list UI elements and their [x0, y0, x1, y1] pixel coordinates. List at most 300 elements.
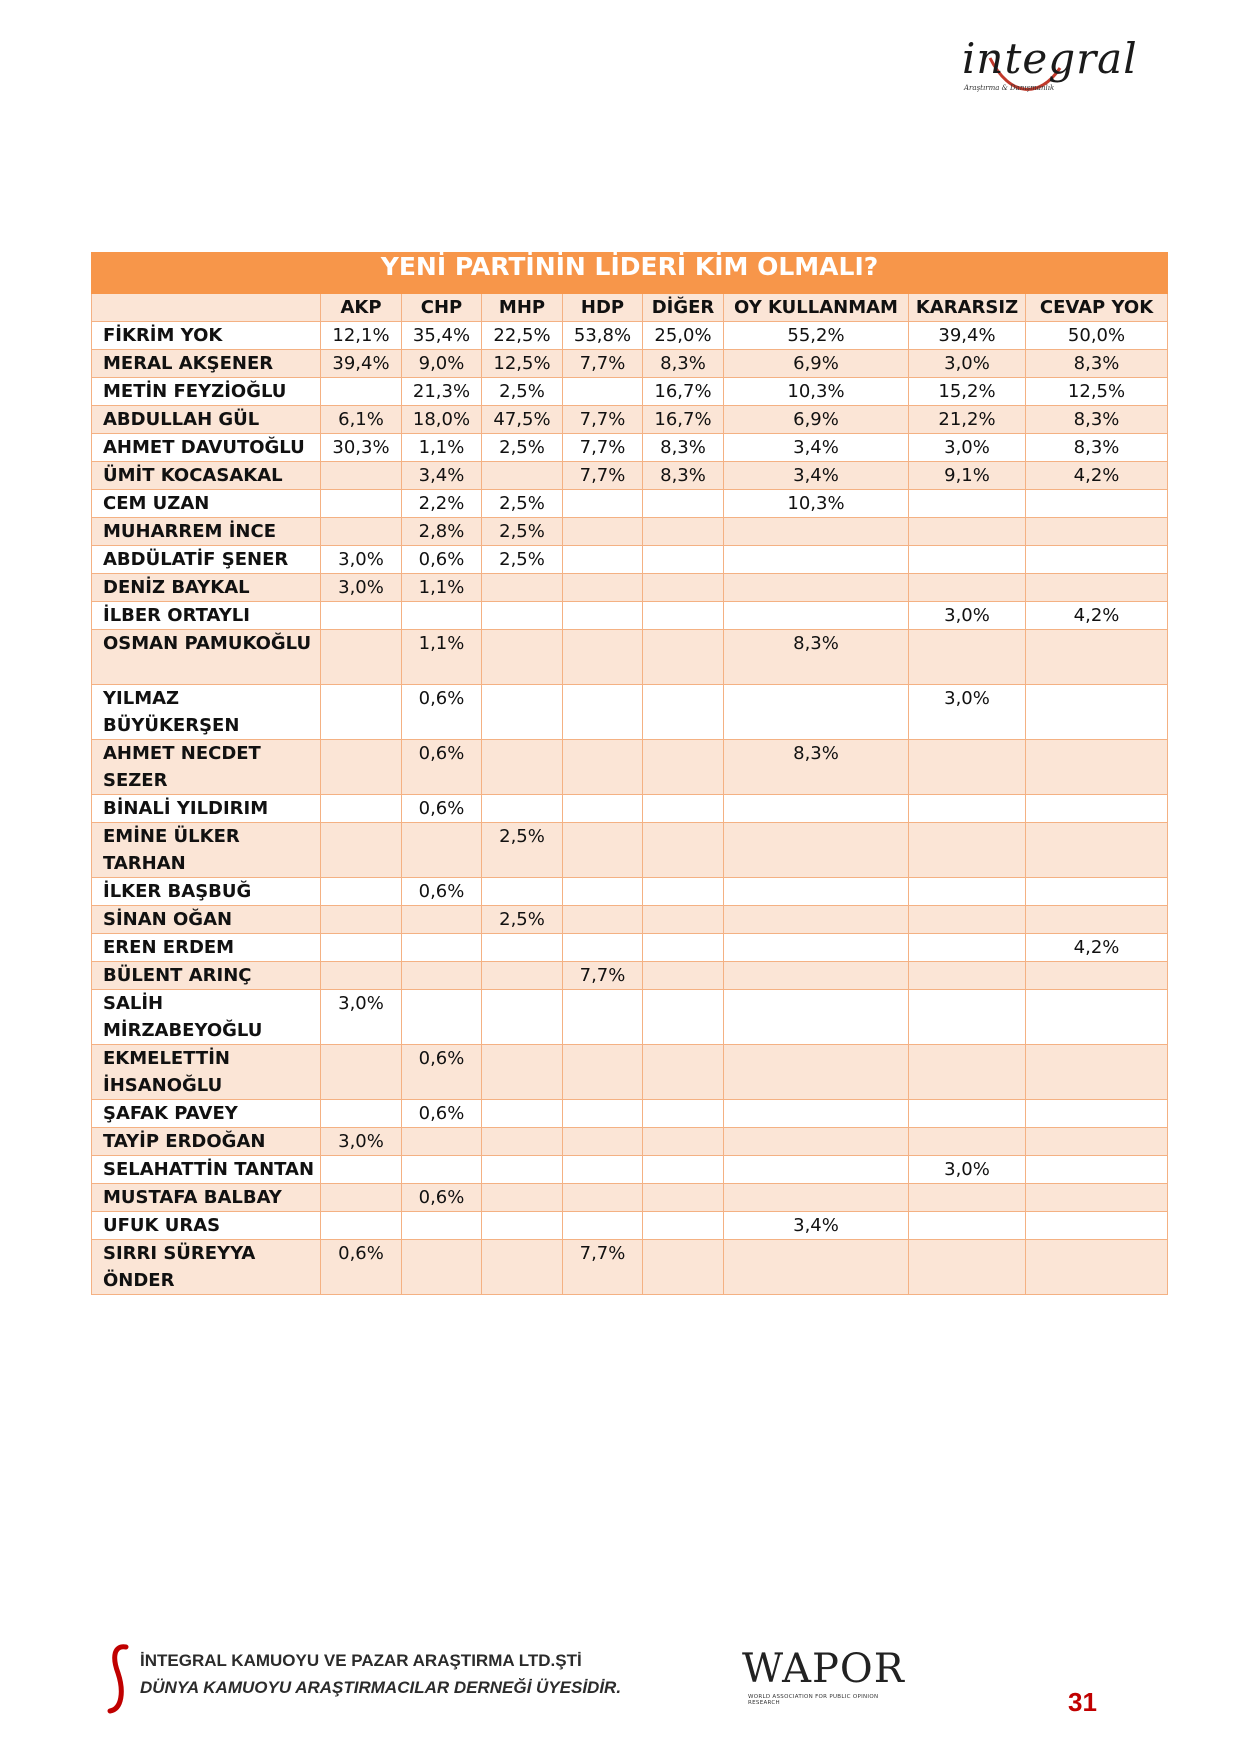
wapor-subtitle: WORLD ASSOCIATION FOR PUBLIC OPINION RESEARCH	[748, 1694, 879, 1706]
row-label: UFUK URAS	[92, 1212, 321, 1240]
table-cell	[321, 906, 402, 934]
table-cell	[643, 934, 724, 962]
table-cell: 12,5%	[1026, 378, 1168, 406]
table-row	[92, 1212, 1168, 1240]
table-cell	[909, 740, 1026, 795]
table-title-row	[92, 253, 1168, 294]
table-cell	[563, 1184, 643, 1212]
table-cell	[482, 685, 563, 740]
table-cell: 3,0%	[909, 1156, 1026, 1184]
table-cell: 4,2%	[1026, 602, 1168, 630]
row-label: MUSTAFA BALBAY	[92, 1184, 321, 1212]
table-cell	[321, 1100, 402, 1128]
table-cell: 25,0%	[643, 322, 724, 350]
table-cell	[1026, 685, 1168, 740]
table-cell	[724, 1128, 909, 1156]
table-cell	[321, 740, 402, 795]
table-cell: 55,2%	[724, 322, 909, 350]
table-row	[92, 350, 1168, 378]
table-cell: 50,0%	[1026, 322, 1168, 350]
row-label: ŞAFAK PAVEY	[92, 1100, 321, 1128]
table-cell	[321, 962, 402, 990]
row-label: BÜLENT ARINÇ	[92, 962, 321, 990]
column-header: CHP	[402, 294, 482, 322]
table-cell	[724, 795, 909, 823]
row-label: İLBER ORTAYLI	[92, 602, 321, 630]
table-cell	[643, 1100, 724, 1128]
table-cell: 1,1%	[402, 574, 482, 602]
table-row	[92, 1156, 1168, 1184]
table-cell	[909, 1045, 1026, 1100]
row-label: SIRRI SÜREYYA ÖNDER	[92, 1240, 321, 1295]
table-cell: 3,0%	[321, 546, 402, 574]
table-cell	[482, 990, 563, 1045]
table-cell	[321, 1212, 402, 1240]
table-cell	[321, 685, 402, 740]
table-cell	[909, 878, 1026, 906]
table-cell	[909, 490, 1026, 518]
table-cell	[724, 602, 909, 630]
wapor-wordmark: WAPOR	[742, 1646, 905, 1692]
table-cell	[482, 1100, 563, 1128]
table-cell	[724, 1184, 909, 1212]
table-cell	[909, 962, 1026, 990]
table-cell	[724, 934, 909, 962]
table-cell: 0,6%	[402, 546, 482, 574]
table-cell	[643, 1128, 724, 1156]
table-cell: 3,0%	[321, 574, 402, 602]
table-row	[92, 378, 1168, 406]
table-cell	[1026, 823, 1168, 878]
table-cell	[643, 990, 724, 1045]
table-row	[92, 434, 1168, 462]
table-cell	[321, 878, 402, 906]
table-cell: 8,3%	[643, 434, 724, 462]
footer-membership: DÜNYA KAMUOYU ARAŞTIRMACILAR DERNEĞİ ÜYESİDİR.	[140, 1678, 622, 1697]
table-cell	[482, 934, 563, 962]
table-cell	[909, 574, 1026, 602]
table-cell	[482, 795, 563, 823]
page-number: 31	[1068, 1687, 1097, 1717]
table-cell: 3,0%	[909, 602, 1026, 630]
row-label: SİNAN OĞAN	[92, 906, 321, 934]
table-cell	[909, 1100, 1026, 1128]
row-label: İLKER BAŞBUĞ	[92, 878, 321, 906]
table-cell: 6,1%	[321, 406, 402, 434]
table-cell	[482, 602, 563, 630]
table-cell	[321, 462, 402, 490]
table-cell	[909, 1128, 1026, 1156]
table-cell	[643, 1240, 724, 1295]
table-cell: 39,4%	[909, 322, 1026, 350]
table-cell	[643, 630, 724, 685]
column-header: OY KULLANMAM	[724, 294, 909, 322]
table-cell	[321, 795, 402, 823]
table-row	[92, 934, 1168, 962]
table-cell	[402, 1156, 482, 1184]
table-cell	[909, 1184, 1026, 1212]
table-cell: 4,2%	[1026, 462, 1168, 490]
row-label: METİN FEYZİOĞLU	[92, 378, 321, 406]
column-header: HDP	[563, 294, 643, 322]
table-cell: 2,5%	[482, 490, 563, 518]
table-row	[92, 906, 1168, 934]
table-cell: 30,3%	[321, 434, 402, 462]
column-header: MHP	[482, 294, 563, 322]
table-cell: 2,5%	[482, 434, 563, 462]
table-cell: 8,3%	[1026, 350, 1168, 378]
table-cell	[563, 546, 643, 574]
table-cell: 12,5%	[482, 350, 563, 378]
column-header: KARARSIZ	[909, 294, 1026, 322]
table-cell	[909, 1240, 1026, 1295]
table-cell	[643, 906, 724, 934]
table-cell	[563, 1128, 643, 1156]
table-cell: 47,5%	[482, 406, 563, 434]
table-cell: 8,3%	[643, 462, 724, 490]
table-cell	[643, 518, 724, 546]
table-cell	[643, 878, 724, 906]
table-cell	[909, 934, 1026, 962]
row-label: AHMET DAVUTOĞLU	[92, 434, 321, 462]
table-cell	[563, 574, 643, 602]
table-cell	[643, 490, 724, 518]
table-row	[92, 574, 1168, 602]
table-cell: 3,4%	[724, 434, 909, 462]
table-cell: 3,4%	[724, 462, 909, 490]
table-cell	[1026, 740, 1168, 795]
table-cell	[1026, 878, 1168, 906]
table-cell: 8,3%	[724, 740, 909, 795]
row-label: MUHARREM İNCE	[92, 518, 321, 546]
table-cell	[643, 1156, 724, 1184]
table-cell: 6,9%	[724, 406, 909, 434]
table-body	[92, 253, 1168, 1295]
table-cell: 53,8%	[563, 322, 643, 350]
table-cell: 3,0%	[909, 434, 1026, 462]
table-cell	[1026, 962, 1168, 990]
table-cell: 7,7%	[563, 350, 643, 378]
table-cell: 0,6%	[402, 1045, 482, 1100]
column-header: DİĞER	[643, 294, 724, 322]
table-cell	[563, 602, 643, 630]
table-cell	[563, 518, 643, 546]
table-cell	[724, 1100, 909, 1128]
table-cell: 2,5%	[482, 906, 563, 934]
table-cell: 7,7%	[563, 434, 643, 462]
table-cell	[724, 1045, 909, 1100]
table-cell: 0,6%	[321, 1240, 402, 1295]
table-cell	[563, 823, 643, 878]
results-table-wrapper	[91, 252, 1167, 1295]
table-cell	[909, 1212, 1026, 1240]
row-label: FİKRİM YOK	[92, 322, 321, 350]
table-cell	[909, 546, 1026, 574]
table-cell	[321, 1156, 402, 1184]
table-cell	[1026, 990, 1168, 1045]
row-label: OSMAN PAMUKOĞLU	[92, 630, 321, 685]
table-cell	[643, 1212, 724, 1240]
table-cell	[482, 1156, 563, 1184]
table-cell: 9,1%	[909, 462, 1026, 490]
table-cell	[321, 490, 402, 518]
row-label: TAYİP ERDOĞAN	[92, 1128, 321, 1156]
table-row	[92, 878, 1168, 906]
table-cell	[402, 906, 482, 934]
table-row	[92, 740, 1168, 795]
table-cell	[482, 630, 563, 685]
row-label: ABDULLAH GÜL	[92, 406, 321, 434]
table-cell: 8,3%	[643, 350, 724, 378]
table-cell	[321, 378, 402, 406]
column-header-row	[92, 294, 1168, 322]
table-cell	[1026, 906, 1168, 934]
table-cell	[402, 1212, 482, 1240]
table-cell	[724, 962, 909, 990]
table-cell	[724, 878, 909, 906]
table-row	[92, 602, 1168, 630]
table-cell	[402, 823, 482, 878]
table-cell	[321, 934, 402, 962]
table-row	[92, 1240, 1168, 1295]
table-cell	[1026, 795, 1168, 823]
table-cell	[563, 795, 643, 823]
table-cell	[563, 1045, 643, 1100]
column-header	[92, 294, 321, 322]
table-cell: 0,6%	[402, 795, 482, 823]
table-cell	[909, 990, 1026, 1045]
table-row	[92, 518, 1168, 546]
table-cell: 7,7%	[563, 406, 643, 434]
table-cell: 10,3%	[724, 490, 909, 518]
table-cell	[643, 602, 724, 630]
table-cell: 21,2%	[909, 406, 1026, 434]
row-label: CEM UZAN	[92, 490, 321, 518]
table-row	[92, 1100, 1168, 1128]
table-cell	[402, 990, 482, 1045]
table-cell	[563, 1156, 643, 1184]
table-cell: 15,2%	[909, 378, 1026, 406]
row-label: SALİH MİRZABEYOĞLU	[92, 990, 321, 1045]
table-cell	[321, 630, 402, 685]
table-cell	[563, 990, 643, 1045]
table-cell	[724, 906, 909, 934]
table-cell: 8,3%	[1026, 434, 1168, 462]
table-cell: 0,6%	[402, 740, 482, 795]
table-cell	[482, 740, 563, 795]
table-cell: 35,4%	[402, 322, 482, 350]
table-cell: 1,1%	[402, 630, 482, 685]
table-cell	[321, 518, 402, 546]
table-row	[92, 685, 1168, 740]
table-cell	[909, 630, 1026, 685]
table-cell	[724, 1240, 909, 1295]
table-cell	[643, 795, 724, 823]
table-cell: 2,5%	[482, 823, 563, 878]
results-table	[91, 252, 1168, 1295]
row-label: ABDÜLATİF ŞENER	[92, 546, 321, 574]
table-cell	[402, 934, 482, 962]
row-label: SELAHATTİN TANTAN	[92, 1156, 321, 1184]
table-cell: 12,1%	[321, 322, 402, 350]
table-row	[92, 1045, 1168, 1100]
table-cell: 7,7%	[563, 462, 643, 490]
table-cell	[402, 1240, 482, 1295]
table-row	[92, 406, 1168, 434]
logo-word: integral	[962, 34, 1138, 83]
table-cell: 21,3%	[402, 378, 482, 406]
table-cell	[321, 1045, 402, 1100]
table-cell	[563, 490, 643, 518]
table-cell	[1026, 1156, 1168, 1184]
table-cell	[563, 906, 643, 934]
table-cell: 3,0%	[909, 685, 1026, 740]
table-cell: 2,2%	[402, 490, 482, 518]
table-cell: 9,0%	[402, 350, 482, 378]
table-cell: 1,1%	[402, 434, 482, 462]
integral-s-icon	[106, 1643, 132, 1715]
table-cell	[1026, 1045, 1168, 1100]
table-cell	[724, 518, 909, 546]
table-cell	[724, 823, 909, 878]
table-cell	[482, 462, 563, 490]
table-cell	[724, 990, 909, 1045]
table-cell	[321, 1184, 402, 1212]
table-cell	[1026, 1212, 1168, 1240]
table-row	[92, 962, 1168, 990]
column-header: AKP	[321, 294, 402, 322]
table-cell: 2,5%	[482, 378, 563, 406]
table-cell	[402, 1128, 482, 1156]
row-label: AHMET NECDET SEZER	[92, 740, 321, 795]
table-cell	[1026, 518, 1168, 546]
row-label: EKMELETTİN İHSANOĞLU	[92, 1045, 321, 1100]
table-cell	[321, 823, 402, 878]
table-cell	[1026, 546, 1168, 574]
table-cell: 7,7%	[563, 1240, 643, 1295]
row-label: BİNALİ YILDIRIM	[92, 795, 321, 823]
table-cell	[1026, 1184, 1168, 1212]
table-cell	[643, 740, 724, 795]
table-cell	[563, 1212, 643, 1240]
table-cell: 3,0%	[321, 990, 402, 1045]
logo-subtitle: Araştırma & Danışmanlık	[964, 84, 1055, 92]
table-cell: 7,7%	[563, 962, 643, 990]
table-cell	[563, 740, 643, 795]
table-cell	[643, 574, 724, 602]
table-row	[92, 322, 1168, 350]
row-label: EREN ERDEM	[92, 934, 321, 962]
table-cell	[724, 546, 909, 574]
table-cell: 4,2%	[1026, 934, 1168, 962]
table-cell	[643, 962, 724, 990]
table-cell: 3,0%	[909, 350, 1026, 378]
table-cell: 16,7%	[643, 406, 724, 434]
footer-company: İNTEGRAL KAMUOYU VE PAZAR ARAŞTIRMA LTD.ŞTİ	[140, 1651, 582, 1670]
table-cell	[482, 1184, 563, 1212]
table-cell: 2,5%	[482, 518, 563, 546]
table-cell: 3,4%	[402, 462, 482, 490]
table-cell	[1026, 1240, 1168, 1295]
table-cell	[482, 878, 563, 906]
table-cell	[563, 685, 643, 740]
table-cell	[482, 1212, 563, 1240]
table-cell	[909, 906, 1026, 934]
table-row	[92, 490, 1168, 518]
table-cell	[1026, 630, 1168, 685]
table-cell: 3,4%	[724, 1212, 909, 1240]
table-cell	[724, 1156, 909, 1184]
table-cell: 2,5%	[482, 546, 563, 574]
table-cell: 0,6%	[402, 878, 482, 906]
table-cell: 39,4%	[321, 350, 402, 378]
table-cell	[643, 1045, 724, 1100]
table-cell: 8,3%	[1026, 406, 1168, 434]
table-row	[92, 1184, 1168, 1212]
table-cell	[402, 962, 482, 990]
table-cell	[482, 574, 563, 602]
table-cell	[909, 795, 1026, 823]
table-cell	[482, 1128, 563, 1156]
table-cell	[1026, 1100, 1168, 1128]
table-cell	[643, 546, 724, 574]
table-row	[92, 462, 1168, 490]
table-row	[92, 1128, 1168, 1156]
table-cell: 0,6%	[402, 1100, 482, 1128]
row-label: YILMAZ BÜYÜKERŞEN	[92, 685, 321, 740]
table-cell	[643, 823, 724, 878]
integral-logo	[950, 28, 1138, 98]
column-header: CEVAP YOK	[1026, 294, 1168, 322]
table-cell: 10,3%	[724, 378, 909, 406]
wapor-logo	[742, 1646, 905, 1706]
table-cell	[563, 878, 643, 906]
table-row	[92, 630, 1168, 685]
table-cell	[482, 1045, 563, 1100]
row-label: EMİNE ÜLKER TARHAN	[92, 823, 321, 878]
row-label: DENİZ BAYKAL	[92, 574, 321, 602]
table-cell: 2,8%	[402, 518, 482, 546]
row-label: MERAL AKŞENER	[92, 350, 321, 378]
table-cell: 0,6%	[402, 685, 482, 740]
table-row	[92, 795, 1168, 823]
table-cell	[321, 602, 402, 630]
table-cell	[482, 962, 563, 990]
table-cell	[1026, 1128, 1168, 1156]
table-title: YENİ PARTİNİN LİDERİ KİM OLMALI?	[92, 253, 1168, 294]
table-cell	[724, 574, 909, 602]
table-cell	[909, 518, 1026, 546]
table-row	[92, 546, 1168, 574]
table-cell: 6,9%	[724, 350, 909, 378]
table-cell	[563, 630, 643, 685]
table-cell: 0,6%	[402, 1184, 482, 1212]
table-cell	[724, 685, 909, 740]
table-cell	[909, 823, 1026, 878]
table-cell	[1026, 574, 1168, 602]
table-cell: 16,7%	[643, 378, 724, 406]
table-cell	[563, 1100, 643, 1128]
table-cell: 18,0%	[402, 406, 482, 434]
table-cell: 3,0%	[321, 1128, 402, 1156]
table-cell	[482, 1240, 563, 1295]
table-cell	[1026, 490, 1168, 518]
table-cell	[402, 602, 482, 630]
table-cell	[563, 378, 643, 406]
table-cell	[643, 685, 724, 740]
table-cell	[563, 934, 643, 962]
table-row	[92, 823, 1168, 878]
